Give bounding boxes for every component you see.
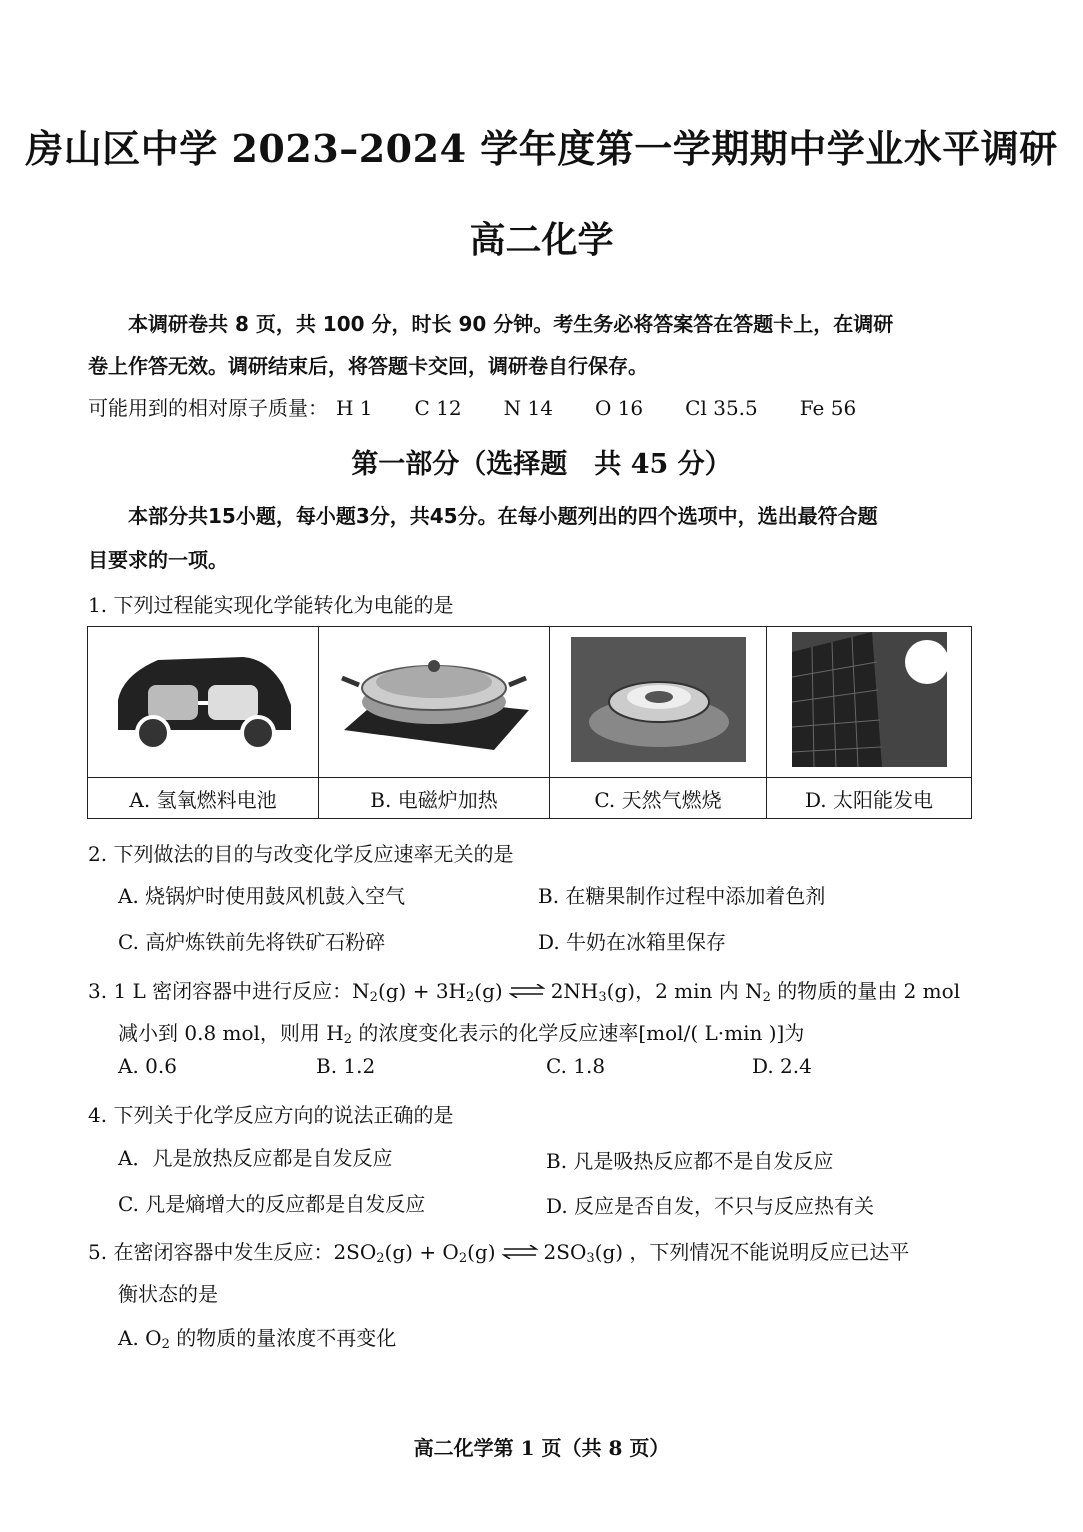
fuel-cell-car-icon [103, 645, 303, 755]
q5-stem-line-1 [88, 1236, 909, 1266]
q4-option-a: A．凡是放热反应都是自发反应 [118, 1146, 393, 1170]
q1-option-d: D. 太阳能发电 [767, 778, 972, 819]
q1-options-table [87, 626, 972, 819]
q5-text: 5. 在密闭容器中发生反应：2SO [88, 1240, 377, 1264]
atom-o: O 16 [594, 396, 644, 420]
q2-option-a: A. 烧锅炉时使用鼓风机鼓入空气 [118, 884, 406, 908]
q3-option-c: C. 1.8 [546, 1054, 606, 1078]
page-footer: 高二化学第 1 页（共 8 页） [413, 1436, 670, 1460]
q1-image-d-cell [767, 627, 972, 778]
q5-text: (g) + O [384, 1240, 459, 1264]
q3-text: (g) + 3H [377, 979, 466, 1003]
exam-subject: 高二化学 [469, 219, 614, 261]
instructions-line-2: 卷上作答无效。调研结束后，将答题卡交回，调研卷自行保存。 [88, 354, 648, 378]
atom-cl: Cl 35.5 [685, 396, 758, 420]
gas-burner-icon [571, 637, 746, 762]
q4-stem: 4. 下列关于化学反应方向的说法正确的是 [88, 1103, 454, 1127]
q3-text: 2NH [550, 979, 599, 1003]
q1-option-c: C. 天然气燃烧 [550, 778, 767, 819]
q3-text: 的浓度变化表示的化学反应速率[mol/( L·min )]为 [352, 1021, 805, 1045]
q5-option-a [118, 1322, 396, 1352]
q5-text: (g) ，下列情况不能说明反应已达平 [594, 1240, 910, 1264]
q4-option-d: D. 反应是否自发，不只与反应热有关 [546, 1194, 875, 1218]
atom-h: H 1 [336, 396, 373, 420]
equilibrium-arrow-icon [502, 1240, 538, 1264]
equilibrium-arrow-icon [509, 979, 545, 1003]
q3-option-a: A. 0.6 [118, 1054, 177, 1078]
atomic-masses [88, 392, 898, 421]
q3-text: 的物质的量由 2 mol [770, 979, 961, 1003]
section-1-desc-1: 本部分共15小题，每小题3分，共45分。在每小题列出的四个选项中，选出最符合题 [128, 504, 878, 528]
q3-stem-line-2 [118, 1017, 804, 1047]
q1-option-b: B. 电磁炉加热 [319, 778, 550, 819]
q5-text: A. O [118, 1326, 162, 1350]
q5-text: 的物质的量浓度不再变化 [169, 1326, 397, 1350]
q2-option-d: D. 牛奶在冰箱里保存 [538, 930, 727, 954]
q3-sub: 2 [369, 990, 378, 1005]
q4-option-b: B. 凡是吸热反应都不是自发反应 [546, 1149, 834, 1173]
q2-option-b: B. 在糖果制作过程中添加着色剂 [538, 884, 826, 908]
q3-text: (g)，2 min 内 N [606, 979, 763, 1003]
q3-stem-line-1 [88, 975, 960, 1005]
atom-n: N 14 [503, 396, 553, 420]
q3-sub: 2 [762, 990, 771, 1005]
induction-cooker-icon [334, 640, 534, 760]
section-1-title: 第一部分（选择题 共 45 分） [351, 449, 732, 480]
q3-text: (g) [474, 979, 503, 1003]
q5-sub: 2 [161, 1337, 170, 1352]
q3-sub: 2 [343, 1032, 353, 1047]
q5-sub: 2 [376, 1251, 385, 1266]
solar-panel-icon [792, 632, 947, 767]
q3-text: 3. 1 L 密闭容器中进行反应：N [88, 979, 370, 1003]
q3-option-d: D. 2.4 [752, 1054, 812, 1078]
q1-image-a-cell [88, 627, 319, 778]
atom-c: C 12 [414, 396, 462, 420]
q5-sub: 3 [586, 1251, 595, 1266]
q1-option-a: A. 氢氧燃料电池 [88, 778, 319, 819]
atoms-label: 可能用到的相对原子质量： [88, 396, 328, 420]
q5-text: (g) [467, 1240, 496, 1264]
q1-image-b-cell [319, 627, 550, 778]
q3-sub: 3 [598, 990, 607, 1005]
q1-stem: 1. 下列过程能实现化学能转化为电能的是 [88, 593, 454, 617]
section-1-desc-2: 目要求的一项。 [88, 548, 228, 572]
q5-stem-line-2: 衡状态的是 [118, 1282, 218, 1306]
q3-sub: 2 [466, 990, 475, 1005]
q5-sub: 2 [458, 1251, 468, 1266]
q3-text: 减小到 0.8 mol，则用 H [118, 1021, 344, 1045]
instructions-line-1: 本调研卷共 8 页，共 100 分，时长 90 分钟。考生务必将答案答在答题卡上，在调研 [128, 312, 894, 336]
atom-fe: Fe 56 [799, 396, 857, 420]
q2-option-c: C. 高炉炼铁前先将铁矿石粉碎 [118, 930, 386, 954]
q2-stem: 2. 下列做法的目的与改变化学反应速率无关的是 [88, 842, 514, 866]
exam-title: 房山区中学 2023–2024 学年度第一学期期中学业水平调研 [25, 126, 1058, 171]
q5-text: 2SO [543, 1240, 587, 1264]
q3-option-b: B. 1.2 [316, 1054, 376, 1078]
q4-option-c: C. 凡是熵增大的反应都是自发反应 [118, 1192, 426, 1216]
q1-image-c-cell [550, 627, 767, 778]
